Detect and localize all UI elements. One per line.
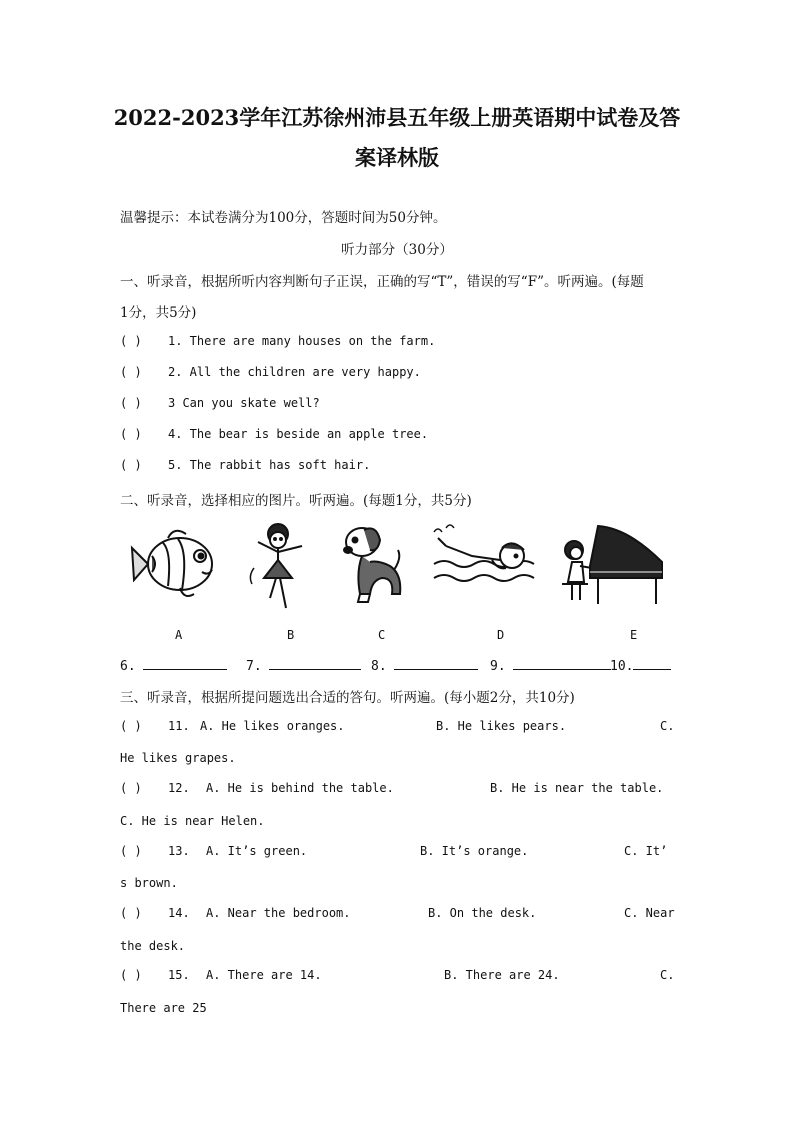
question-number: 15. [168, 968, 190, 982]
picture-letter-d: D [497, 628, 505, 642]
answer-paren[interactable]: ( ) [120, 719, 142, 733]
option-b: B. He is near the table. [490, 781, 664, 795]
answer-blank-6[interactable]: 6. [120, 657, 227, 674]
option-b: B. He likes pears. [436, 719, 567, 733]
option-a: A. He is behind the table. [206, 781, 394, 795]
question-number: 11. [168, 719, 190, 733]
option-a: A. There are 14. [206, 968, 322, 982]
answer-blank-8[interactable]: 8. [371, 657, 478, 674]
question-2 [120, 365, 421, 379]
question-11-continued: He likes grapes. [120, 751, 236, 765]
option-a: A. Near the bedroom. [206, 906, 351, 920]
question-number: 12. [168, 781, 190, 795]
option-b: B. There are 24. [444, 968, 560, 982]
question-14 [120, 906, 674, 922]
question-text: 4. The bear is beside an apple tree. [168, 427, 429, 441]
answer-blank-7[interactable]: 7. [246, 657, 361, 674]
section1-instruction-line2: 1分，共5分) [120, 305, 197, 321]
question-3 [120, 396, 320, 410]
piano-player-picture [558, 520, 666, 608]
listening-header: 听力部分（30分） [341, 242, 453, 258]
swimmer-picture [432, 520, 536, 604]
question-14-continued: the desk. [120, 939, 186, 953]
question-13 [120, 844, 674, 860]
question-15-continued: There are 25 [120, 1001, 207, 1015]
question-text: 1. There are many houses on the farm. [168, 334, 436, 348]
option-c: C. [660, 968, 675, 982]
question-text: 2. All the children are very happy. [168, 365, 421, 379]
question-1 [120, 334, 435, 348]
question-number: 13. [168, 844, 190, 858]
answer-blank-10[interactable]: 10. [610, 657, 671, 674]
section2-instruction: 二、听录音，选择相应的图片。听两遍。(每题1分，共5分) [120, 493, 472, 509]
answer-paren[interactable]: ( ) [120, 365, 142, 379]
question-text: 5. The rabbit has soft hair. [168, 458, 371, 472]
answer-paren[interactable]: ( ) [120, 334, 142, 348]
fish-picture [128, 520, 224, 604]
question-12-continued: C. He is near Helen. [120, 814, 265, 828]
section1-instruction-line1: 一、听录音，根据所听内容判断句子正误，正确的写“T”，错误的写“F”。听两遍。(每题 [120, 274, 644, 290]
section3-instruction: 三、听录音，根据所提问题选出合适的答句。听两遍。(每小题2分，共10分) [120, 690, 575, 706]
option-c: C. It’ [624, 844, 668, 858]
question-12 [120, 781, 674, 797]
question-15 [120, 968, 674, 984]
answer-blank-9[interactable]: 9. [490, 657, 611, 674]
question-5 [120, 458, 370, 472]
question-11 [120, 719, 674, 735]
answer-paren[interactable]: ( ) [120, 906, 142, 920]
picture-letter-b: B [287, 628, 295, 642]
option-a: A. He likes oranges. [200, 719, 345, 733]
dog-picture [342, 520, 402, 608]
answer-paren[interactable]: ( ) [120, 968, 142, 982]
answer-paren[interactable]: ( ) [120, 396, 142, 410]
question-number: 14. [168, 906, 190, 920]
question-13-continued: s brown. [120, 876, 178, 890]
option-a: A. It’s green. [206, 844, 308, 858]
page-title-line2: 案译林版 [355, 145, 439, 170]
page-title-line1: 2022-2023学年江苏徐州沛县五年级上册英语期中试卷及答 [113, 105, 681, 130]
option-c: C. [660, 719, 675, 733]
option-c: C. Near [624, 906, 675, 920]
answer-paren[interactable]: ( ) [120, 427, 142, 441]
picture-letter-e: E [630, 628, 638, 642]
exam-tip: 温馨提示：本试卷满分为100分，答题时间为50分钟。 [120, 210, 447, 226]
question-4 [120, 427, 428, 441]
answer-paren[interactable]: ( ) [120, 781, 142, 795]
option-b: B. It’s orange. [420, 844, 529, 858]
question-text: 3 Can you skate well? [168, 396, 320, 410]
picture-letter-a: A [175, 628, 183, 642]
picture-letter-c: C [378, 628, 386, 642]
answer-paren[interactable]: ( ) [120, 844, 142, 858]
dancing-girl-picture [246, 520, 310, 612]
option-b: B. On the desk. [428, 906, 537, 920]
answer-paren[interactable]: ( ) [120, 458, 142, 472]
